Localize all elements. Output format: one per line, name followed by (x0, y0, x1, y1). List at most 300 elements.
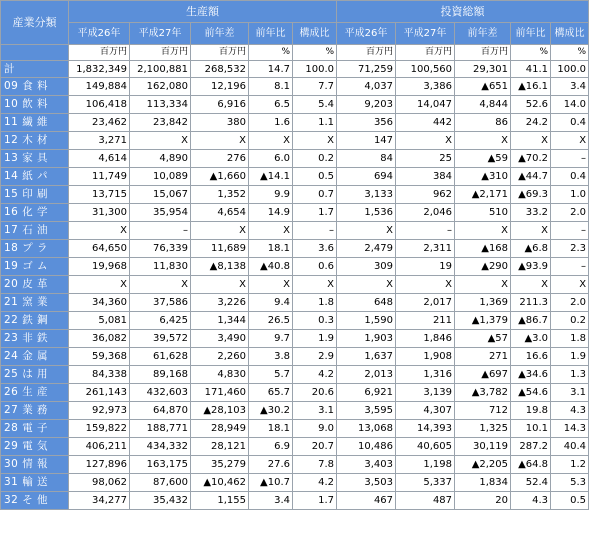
table-cell: 2.9 (293, 348, 337, 366)
table-row (1, 366, 589, 384)
table-cell: 3,403 (337, 456, 396, 474)
table-cell: 100.0 (293, 61, 337, 78)
row-label: 10 飲 料 (1, 96, 69, 114)
table-row (1, 438, 589, 456)
table-cell: 36,082 (69, 330, 130, 348)
table-cell: 5,081 (69, 312, 130, 330)
unit-cell: 百万円 (191, 45, 249, 61)
table-cell: 14.7 (249, 61, 293, 78)
table-cell: 6,425 (130, 312, 191, 330)
table-cell: 41.1 (511, 61, 551, 78)
table-cell: 1,536 (337, 204, 396, 222)
table-row (1, 402, 589, 420)
table-cell: 64,870 (130, 402, 191, 420)
table-cell: 5.4 (293, 96, 337, 114)
table-cell: 0.2 (293, 150, 337, 168)
table-cell: 28,121 (191, 438, 249, 456)
row-label: 25 は 用 (1, 366, 69, 384)
col-header: 前年比 (249, 23, 293, 45)
table-cell: 261,143 (69, 384, 130, 402)
table-cell: 13,715 (69, 186, 130, 204)
row-label: 29 電 気 (1, 438, 69, 456)
table-cell: 159,822 (69, 420, 130, 438)
col-header: 前年差 (191, 23, 249, 45)
table-cell: 25 (396, 150, 455, 168)
unit-cell: 百万円 (130, 45, 191, 61)
col-header: 平成26年 (69, 23, 130, 45)
table-cell: 1.3 (551, 366, 589, 384)
table-cell: ▲59 (455, 150, 511, 168)
table-cell: 8.1 (249, 78, 293, 96)
table-cell: 171,460 (191, 384, 249, 402)
table-cell: ▲34.6 (511, 366, 551, 384)
table-row (1, 204, 589, 222)
table-cell: 3.8 (249, 348, 293, 366)
table-cell: – (551, 258, 589, 276)
row-label: 18 プ ラ (1, 240, 69, 258)
row-label: 19 ゴ ム (1, 258, 69, 276)
table-cell: 442 (396, 114, 455, 132)
table-cell: 1,316 (396, 366, 455, 384)
table-cell: 86 (455, 114, 511, 132)
row-label: 11 繊 維 (1, 114, 69, 132)
table-cell: 3.1 (551, 384, 589, 402)
table-cell: 149,884 (69, 78, 130, 96)
table-cell: 24.2 (511, 114, 551, 132)
table-cell: 33.2 (511, 204, 551, 222)
table-cell: ▲86.7 (511, 312, 551, 330)
table-body (1, 45, 589, 510)
table-row (1, 348, 589, 366)
table-cell: 6.0 (249, 150, 293, 168)
table-cell: 162,080 (130, 78, 191, 96)
unit-cell: % (293, 45, 337, 61)
table-cell: 27.6 (249, 456, 293, 474)
table-cell: 30,119 (455, 438, 511, 456)
table-row (1, 492, 589, 510)
table-cell: X (511, 132, 551, 150)
table-cell: 1.7 (293, 204, 337, 222)
table-row (1, 186, 589, 204)
table-cell: – (551, 222, 589, 240)
table-cell: 384 (396, 168, 455, 186)
unit-row-label (1, 45, 69, 61)
table-row (1, 294, 589, 312)
table-cell: ▲2,171 (455, 186, 511, 204)
table-cell: 3,595 (337, 402, 396, 420)
table-cell: 35,432 (130, 492, 191, 510)
table-cell: 20.6 (293, 384, 337, 402)
table-cell: 1,834 (455, 474, 511, 492)
table-cell: 287.2 (511, 438, 551, 456)
unit-row (1, 45, 589, 61)
table-cell: X (551, 132, 589, 150)
table-cell: 4,890 (130, 150, 191, 168)
table-cell: 7.7 (293, 78, 337, 96)
table-cell: 4.2 (293, 474, 337, 492)
table-cell: 19 (396, 258, 455, 276)
table-cell: 1.7 (293, 492, 337, 510)
table-cell: 188,771 (130, 420, 191, 438)
table-cell: ▲64.8 (511, 456, 551, 474)
row-label: 16 化 学 (1, 204, 69, 222)
table-cell: ▲69.3 (511, 186, 551, 204)
table-cell: 14.9 (249, 204, 293, 222)
table-cell: 61,628 (130, 348, 191, 366)
row-label: 27 業 務 (1, 402, 69, 420)
table-cell: 10,089 (130, 168, 191, 186)
table-cell: 34,277 (69, 492, 130, 510)
table-cell: 276 (191, 150, 249, 168)
table-cell: 4.3 (551, 402, 589, 420)
table-cell: 106,418 (69, 96, 130, 114)
table-cell: 487 (396, 492, 455, 510)
table-cell: 12,196 (191, 78, 249, 96)
table-row (1, 222, 589, 240)
table-cell: X (69, 276, 130, 294)
table-cell: ▲28,103 (191, 402, 249, 420)
table-cell: 211.3 (511, 294, 551, 312)
table-cell: – (396, 222, 455, 240)
table-row (1, 114, 589, 132)
row-label: 20 皮 革 (1, 276, 69, 294)
table-cell: 1,325 (455, 420, 511, 438)
table-cell: ▲10,462 (191, 474, 249, 492)
unit-cell: % (551, 45, 589, 61)
table-cell: ▲168 (455, 240, 511, 258)
table-cell: ▲44.7 (511, 168, 551, 186)
table-cell: ▲290 (455, 258, 511, 276)
table-cell: 35,279 (191, 456, 249, 474)
table-cell: 23,462 (69, 114, 130, 132)
table-cell: 98,062 (69, 474, 130, 492)
table-cell: 28,949 (191, 420, 249, 438)
table-row (1, 456, 589, 474)
table-cell: 2,260 (191, 348, 249, 366)
table-cell: 356 (337, 114, 396, 132)
col-header: 平成27年 (130, 23, 191, 45)
table-cell: X (455, 132, 511, 150)
table-cell: 16.6 (511, 348, 551, 366)
table-cell: 694 (337, 168, 396, 186)
table-cell: ▲57 (455, 330, 511, 348)
table-cell: 1,344 (191, 312, 249, 330)
table-cell: 9.0 (293, 420, 337, 438)
table-cell: 35,954 (130, 204, 191, 222)
unit-cell: 百万円 (455, 45, 511, 61)
table-row (1, 132, 589, 150)
table-cell: X (293, 276, 337, 294)
table-cell: 648 (337, 294, 396, 312)
row-label: 14 紙 パ (1, 168, 69, 186)
table-cell: ▲1,379 (455, 312, 511, 330)
col-header: 平成26年 (337, 23, 396, 45)
table-cell: 14.3 (551, 420, 589, 438)
table-cell: 84 (337, 150, 396, 168)
row-label: 30 情 報 (1, 456, 69, 474)
table-cell: 52.4 (511, 474, 551, 492)
table-cell: 64,650 (69, 240, 130, 258)
table-cell: 0.7 (293, 186, 337, 204)
table-row (1, 78, 589, 96)
table-cell: X (191, 222, 249, 240)
table-cell: – (293, 222, 337, 240)
row-label: 17 石 油 (1, 222, 69, 240)
table-cell: X (130, 276, 191, 294)
unit-cell: % (511, 45, 551, 61)
table-cell: 2,013 (337, 366, 396, 384)
table-cell: 147 (337, 132, 396, 150)
table-cell: ▲2,205 (455, 456, 511, 474)
table-cell: 3,271 (69, 132, 130, 150)
table-cell: 2.3 (551, 240, 589, 258)
table-cell: X (69, 222, 130, 240)
table-cell: 3.6 (293, 240, 337, 258)
table-cell: 1.9 (293, 330, 337, 348)
table-cell: – (551, 150, 589, 168)
table-cell: 29,301 (455, 61, 511, 78)
row-label: 21 窯 業 (1, 294, 69, 312)
table-row (1, 150, 589, 168)
col-header: 平成27年 (396, 23, 455, 45)
table-cell: 26.5 (249, 312, 293, 330)
table-cell: ▲14.1 (249, 168, 293, 186)
table-cell: 2,100,881 (130, 61, 191, 78)
table-cell: 1,903 (337, 330, 396, 348)
table-cell: 19.8 (511, 402, 551, 420)
table-cell: 3.4 (249, 492, 293, 510)
unit-cell: 百万円 (69, 45, 130, 61)
table-cell: 0.5 (551, 492, 589, 510)
row-label: 32 そ 他 (1, 492, 69, 510)
table-cell: 52.6 (511, 96, 551, 114)
table-cell: 2.0 (551, 204, 589, 222)
table-cell: 1.8 (551, 330, 589, 348)
table-cell: 71,259 (337, 61, 396, 78)
row-label: 28 電 子 (1, 420, 69, 438)
table-cell: X (455, 222, 511, 240)
table-cell: 87,600 (130, 474, 191, 492)
table-cell: ▲54.6 (511, 384, 551, 402)
table-cell: 1,352 (191, 186, 249, 204)
table-cell: 1,590 (337, 312, 396, 330)
table-cell: 4,037 (337, 78, 396, 96)
table-cell: 5,337 (396, 474, 455, 492)
table-cell: 1.6 (249, 114, 293, 132)
table-cell: 3,226 (191, 294, 249, 312)
table-cell: 84,338 (69, 366, 130, 384)
table-cell: 6.9 (249, 438, 293, 456)
table-cell: X (337, 222, 396, 240)
table-cell: 0.5 (293, 168, 337, 186)
table-row (1, 474, 589, 492)
table-row (1, 330, 589, 348)
table-cell: X (191, 276, 249, 294)
table-cell: 0.2 (551, 312, 589, 330)
col-header: 前年比 (511, 23, 551, 45)
table-cell: 6,921 (337, 384, 396, 402)
table-cell: 37,586 (130, 294, 191, 312)
table-cell: 100,560 (396, 61, 455, 78)
table-cell: ▲3.0 (511, 330, 551, 348)
table-cell: 510 (455, 204, 511, 222)
table-cell: 3.1 (293, 402, 337, 420)
industry-header: 産業分類 (1, 1, 69, 45)
table-cell: 163,175 (130, 456, 191, 474)
table-cell: 11,830 (130, 258, 191, 276)
table-cell: 5.7 (249, 366, 293, 384)
col-header: 構成比 (293, 23, 337, 45)
table-cell: 2,046 (396, 204, 455, 222)
table-cell: 1.8 (293, 294, 337, 312)
table-cell: X (337, 276, 396, 294)
table-row (1, 96, 589, 114)
table-cell: X (396, 276, 455, 294)
table-cell: 76,339 (130, 240, 191, 258)
table-cell: X (249, 132, 293, 150)
table-cell: 1,369 (455, 294, 511, 312)
table-cell: 34,360 (69, 294, 130, 312)
table-cell: 15,067 (130, 186, 191, 204)
table-cell: 434,332 (130, 438, 191, 456)
table-cell: 19,968 (69, 258, 130, 276)
table-row (1, 276, 589, 294)
table-cell: 3,386 (396, 78, 455, 96)
table-cell: ▲10.7 (249, 474, 293, 492)
table-cell: 2.0 (551, 294, 589, 312)
table-row (1, 312, 589, 330)
table-cell: 962 (396, 186, 455, 204)
production-header: 生産額 (69, 1, 337, 23)
row-label: 26 生 産 (1, 384, 69, 402)
table-cell: ▲70.2 (511, 150, 551, 168)
table-cell: 6.5 (249, 96, 293, 114)
table-cell: ▲16.1 (511, 78, 551, 96)
table-cell: 406,211 (69, 438, 130, 456)
table-cell: ▲8,138 (191, 258, 249, 276)
table-cell: 712 (455, 402, 511, 420)
table-cell: X (249, 276, 293, 294)
total-row (1, 61, 589, 78)
unit-cell: 百万円 (396, 45, 455, 61)
table-cell: 268,532 (191, 61, 249, 78)
table-cell: 380 (191, 114, 249, 132)
row-label: 22 鉄 鋼 (1, 312, 69, 330)
table-cell: ▲697 (455, 366, 511, 384)
table-cell: 10.1 (511, 420, 551, 438)
table-cell: 1.1 (293, 114, 337, 132)
table-cell: 4.3 (511, 492, 551, 510)
table-cell: 14,393 (396, 420, 455, 438)
table-cell: ▲651 (455, 78, 511, 96)
table-cell: 1,637 (337, 348, 396, 366)
table-cell: 309 (337, 258, 396, 276)
table-cell: ▲30.2 (249, 402, 293, 420)
table-cell: 0.4 (551, 114, 589, 132)
table-cell: 4.2 (293, 366, 337, 384)
table-cell: 13,068 (337, 420, 396, 438)
col-header: 構成比 (551, 23, 589, 45)
table-cell: 6,916 (191, 96, 249, 114)
table-cell: 5.3 (551, 474, 589, 492)
table-cell: 211 (396, 312, 455, 330)
table-cell: 113,334 (130, 96, 191, 114)
table-cell: 92,973 (69, 402, 130, 420)
row-label: 24 金 属 (1, 348, 69, 366)
table-cell: 0.6 (293, 258, 337, 276)
table-cell: ▲310 (455, 168, 511, 186)
table-cell: X (511, 276, 551, 294)
table-cell: 9.9 (249, 186, 293, 204)
table-cell: 4,654 (191, 204, 249, 222)
table-cell: 1,832,349 (69, 61, 130, 78)
table-cell: 467 (337, 492, 396, 510)
unit-cell: % (249, 45, 293, 61)
table-cell: 31,300 (69, 204, 130, 222)
table-cell: 4,844 (455, 96, 511, 114)
table-cell: 1.0 (551, 186, 589, 204)
table-cell: ▲6.8 (511, 240, 551, 258)
table-cell: 14,047 (396, 96, 455, 114)
table-cell: 3,490 (191, 330, 249, 348)
unit-cell: 百万円 (337, 45, 396, 61)
table-cell: ▲3,782 (455, 384, 511, 402)
table-cell: 40.4 (551, 438, 589, 456)
table-cell: 4,307 (396, 402, 455, 420)
table-cell: 1.9 (551, 348, 589, 366)
table-cell: 3.4 (551, 78, 589, 96)
table-cell: ▲1,660 (191, 168, 249, 186)
table-cell: 11,689 (191, 240, 249, 258)
table-cell: 1.2 (551, 456, 589, 474)
table-cell: 20.7 (293, 438, 337, 456)
table-cell: 1,198 (396, 456, 455, 474)
row-label: 31 輸 送 (1, 474, 69, 492)
table-cell: 3,503 (337, 474, 396, 492)
table-cell: 4,614 (69, 150, 130, 168)
table-cell: 2,017 (396, 294, 455, 312)
table-cell: 14.0 (551, 96, 589, 114)
table-row (1, 258, 589, 276)
table-row (1, 240, 589, 258)
table-cell: 18.1 (249, 240, 293, 258)
table-cell: 271 (455, 348, 511, 366)
table-row (1, 384, 589, 402)
table-cell: X (551, 276, 589, 294)
row-label: 09 食 料 (1, 78, 69, 96)
table-cell: 4,830 (191, 366, 249, 384)
table-cell: X (396, 132, 455, 150)
table-cell: 2,311 (396, 240, 455, 258)
row-label: 12 木 材 (1, 132, 69, 150)
table-cell: 432,603 (130, 384, 191, 402)
table-cell: 1,908 (396, 348, 455, 366)
table-row (1, 420, 589, 438)
table-row (1, 168, 589, 186)
table-cell: 39,572 (130, 330, 191, 348)
col-header: 前年差 (455, 23, 511, 45)
table-cell: 3,139 (396, 384, 455, 402)
table-cell: 65.7 (249, 384, 293, 402)
table-cell: 20 (455, 492, 511, 510)
table-cell: 18.1 (249, 420, 293, 438)
table-cell: 127,896 (69, 456, 130, 474)
table-cell: 1,155 (191, 492, 249, 510)
table-cell: ▲40.8 (249, 258, 293, 276)
table-cell: 100.0 (551, 61, 589, 78)
table-cell: 40,605 (396, 438, 455, 456)
table-cell: X (130, 132, 191, 150)
